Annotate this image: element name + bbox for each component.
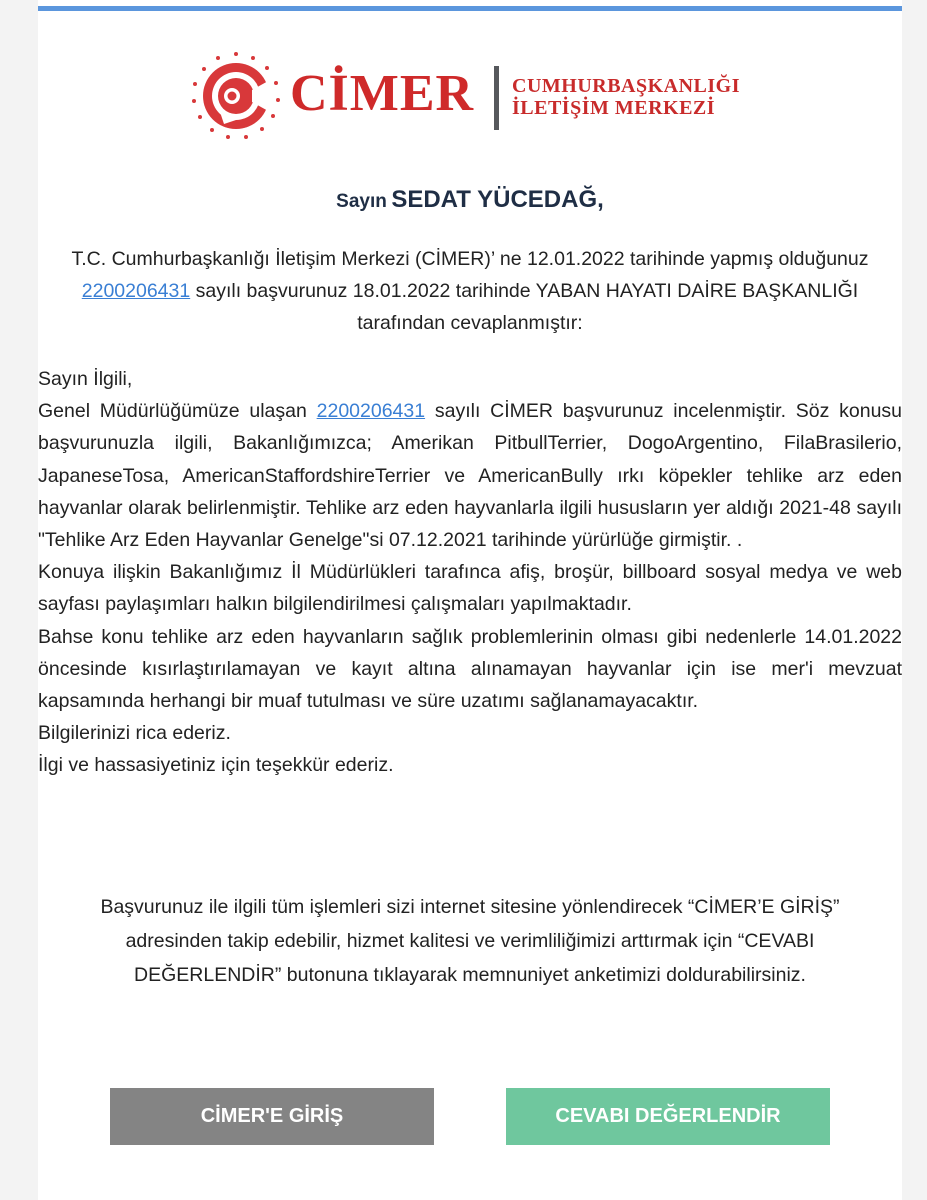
response-paragraph-3: Bahse konu tehlike arz eden hayvanların sağlık problemlerinin olması gibi nedenlerle 14.01.2022 öncesinde kısırlaştırılamayan ve kayıt altına alınamayan hayvanlar için ise mer'i mevzuat kapsamında herhangi bir muaf tutulması ve süre uzatımı sağlanamayacaktır. xyxy=(38,625,902,713)
cimer-emblem-icon xyxy=(190,50,282,142)
org-name-line2: İLETİŞİM MERKEZİ xyxy=(512,97,716,119)
cimer-logo xyxy=(190,50,770,145)
application-number-link[interactable]: 2200206431 xyxy=(81,280,191,302)
cimer-login-button[interactable]: CİMER'E GİRİŞ xyxy=(110,1088,434,1145)
response-text-1b: sayılı CİMER başvurunuz incelenmiştir. Söz konusu başvurunuzla ilgili, Bakanlığımızca; Amerikan PitbullTerrier, DogoArgentino, FilaBrasilerio, JapaneseTosa, AmericanStaffordshireTerrier ve AmericanBully ırkı köpekler tehlike arz eden hayvanlar olarak belirlenmiştir. Tehlike arz eden hayvanlarla ilgili hususların yer aldığı 2021-48 sayılı "Tehlike Arz Eden Hayvanlar Genelge"si 07.12.2021 tarihinde yürürlüğe girmiştir. . xyxy=(38,400,903,552)
org-name-line1: CUMHURBAŞKANLIĞI xyxy=(512,75,741,97)
response-paragraph-2: Konuya ilişkin Bakanlığımız İl Müdürlükleri tarafınca afiş, broşür, billboard sosyal medya ve web sayfası paylaşımları halkın bilgilendirilmesi çalışmaları yapılmaktadır. xyxy=(38,561,902,616)
greeting-comma: , xyxy=(597,186,604,213)
response-paragraph-4: Bilgilerinizi rica ederiz. xyxy=(38,722,231,745)
response-paragraph-1 xyxy=(38,395,902,556)
intro-text-2: sayılı başvurunuz 18.01.2022 tarihinde YABAN HAYATI DAİRE BAŞKANLIĞI tarafından cevaplanmıştır: xyxy=(195,280,859,334)
top-accent-bar xyxy=(38,6,902,11)
intro-paragraph xyxy=(48,243,892,339)
footer-note: Başvurunuz ile ilgili tüm işlemleri sizi internet sitesine yönlendirecek “CİMER’E GİRİŞ” adresinden takip edebilir, hizmet kalitesi ve verimliliğimizi arttırmak için “CEVABI DEĞERLENDİR” butonuna tıklayarak memnuniyet anketimizi doldurabilirsiniz. xyxy=(100,896,840,986)
greeting xyxy=(38,186,902,214)
brand-name: CİMER xyxy=(290,65,475,122)
salutation: Sayın İlgili, xyxy=(38,368,133,390)
rate-answer-button[interactable]: CEVABI DEĞERLENDİR xyxy=(506,1088,830,1145)
response-application-link[interactable]: 2200206431 xyxy=(316,400,426,423)
recipient-name: SEDAT YÜCEDAĞ xyxy=(391,186,598,213)
response-text-1a: Genel Müdürlüğümüze ulaşan xyxy=(38,400,307,423)
response-body xyxy=(38,363,902,782)
response-paragraph-5: İlgi ve hassasiyetiniz için teşekkür ederiz. xyxy=(38,754,394,777)
org-name xyxy=(512,75,740,119)
greeting-prefix: Sayın xyxy=(336,191,387,212)
email-card xyxy=(38,0,902,1200)
intro-text-1: T.C. Cumhurbaşkanlığı İletişim Merkezi (CİMER)’ ne 12.01.2022 tarihinde yapmış olduğunuz xyxy=(71,248,869,270)
logo-divider xyxy=(494,66,499,130)
